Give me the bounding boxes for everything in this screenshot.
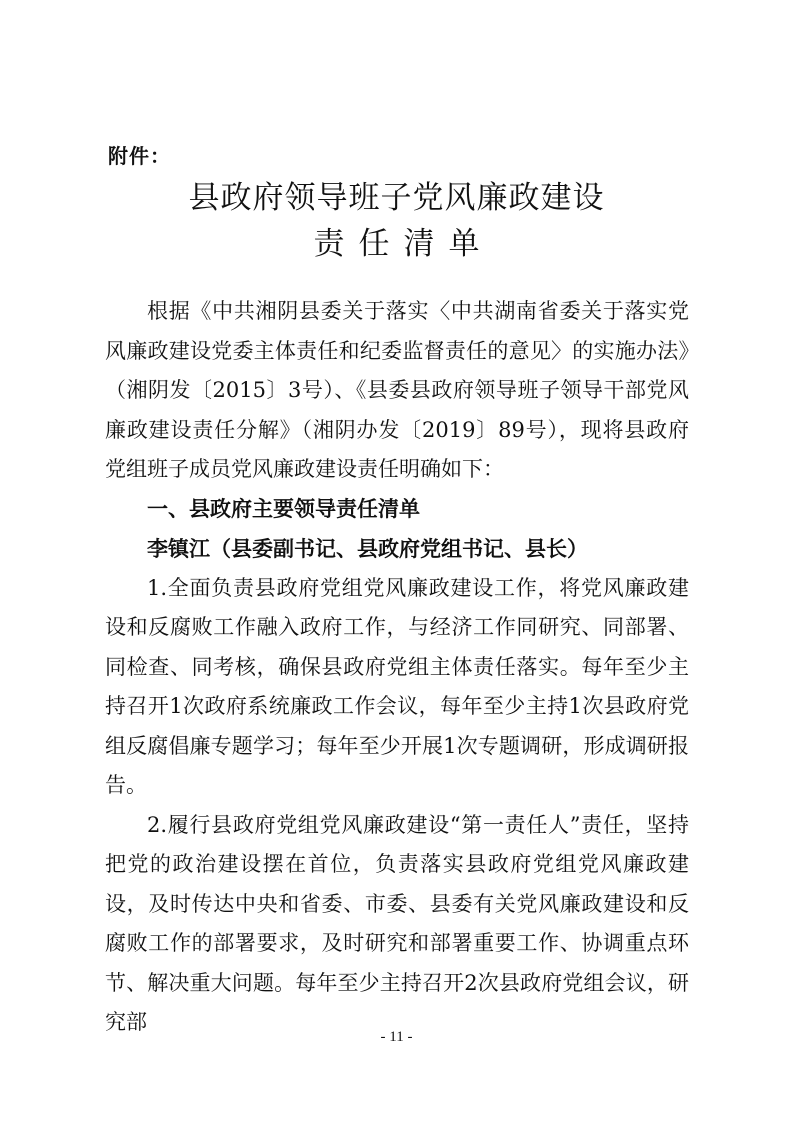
person-heading: 李镇江（县委副书记、县政府党组书记、县长） (147, 536, 588, 561)
page-number: - 11 - (380, 1029, 413, 1045)
document-body (105, 292, 689, 1043)
item-paragraph-1: 1.全面负责县政府党组党风廉政建设工作，将党风廉政建设和反腐败工作融入政府工作，与经济工作同研究、同部署、同检查、同考核，确保县政府党组主体责任落实。每年至少主持召开1次政府系统廉政工作会议，每年至少主持1次县政府党组反腐倡廉专题学习；每年至少开展1次专题调研，形成调研报告。 (105, 575, 689, 797)
intro-paragraph: 根据《中共湘阴县委关于落实〈中共湖南省委关于落实党风廉政建设党委主体责任和纪委监督责任的意见〉的实施办法》（湘阴发〔2015〕3号）、《县委县政府领导班子领导干部党风廉政建设责任分解》（湘阴办发〔2019〕89号），现将县政府党组班子成员党风廉政建设责任明确如下： (105, 299, 689, 481)
document-title-line2: 责任清单 (313, 226, 494, 262)
document-title-line1: 县政府领导班子党风廉政建设 (188, 180, 605, 216)
section-heading: 一、县政府主要领导责任清单 (147, 496, 420, 521)
item-paragraph-2: 2.履行县政府党组党风廉政建设“第一责任人”责任，坚持把党的政治建设摆在首位，负责落实县政府党组党风廉政建设，及时传达中央和省委、市委、县委有关党风廉政建设和反腐败工作的部署要求，及时研究和部署重要工作、协调重点环节、解决重大问题。每年至少主持召开2次县政府党组会议，研究部 (105, 812, 689, 1034)
attachment-label: 附件： (108, 144, 171, 168)
